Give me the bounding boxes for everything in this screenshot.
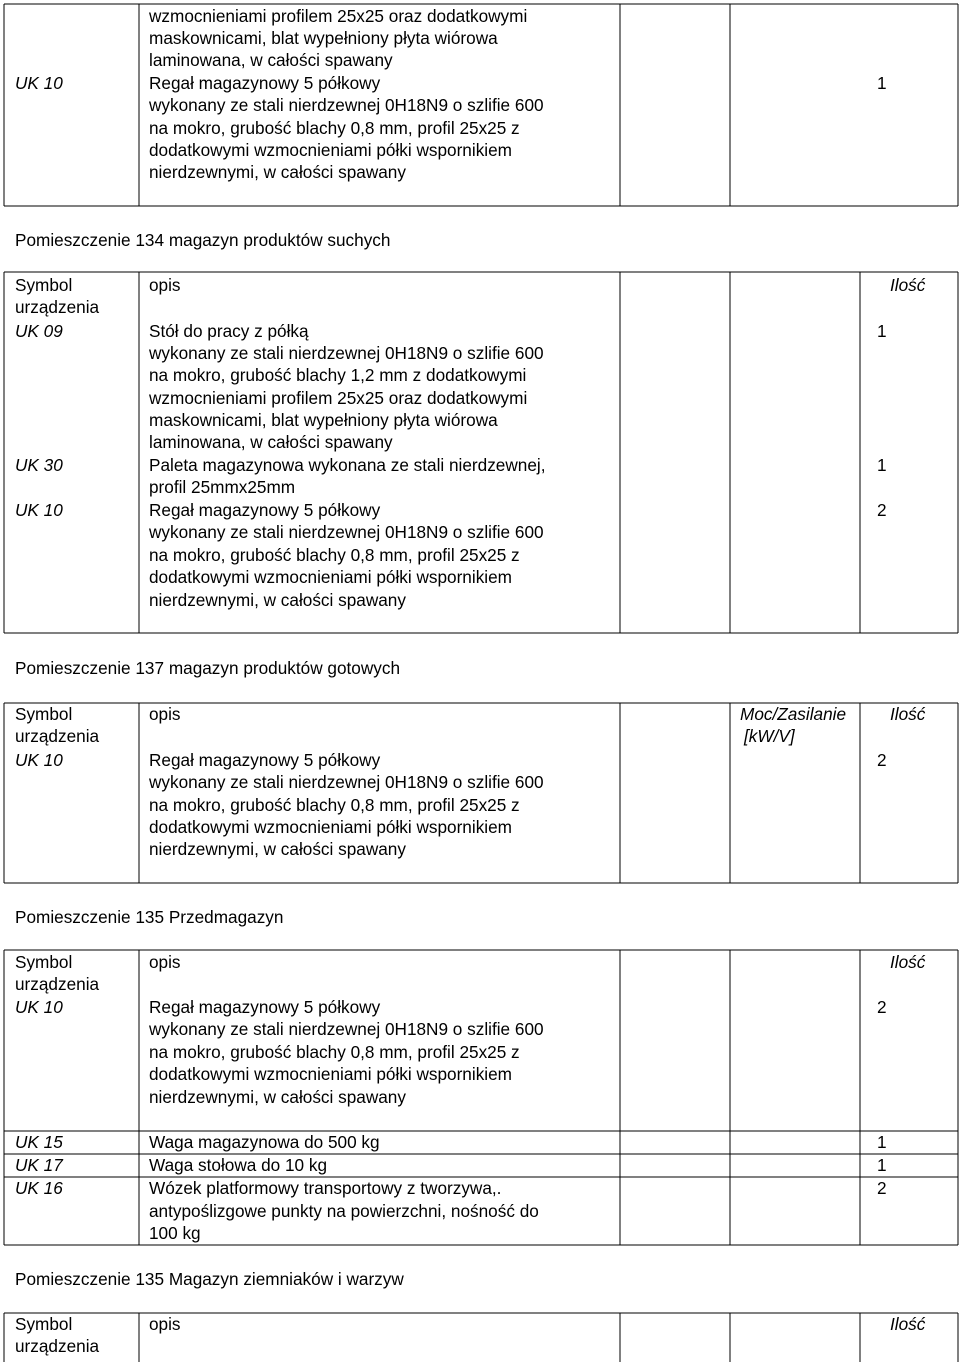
description-line: nierdzewnymi, w całości spawany bbox=[149, 839, 406, 859]
description-line: Wózek platformowy transportowy z tworzywa,. bbox=[149, 1178, 502, 1198]
header-symbol: Symbol bbox=[15, 952, 73, 972]
description-line: wykonany ze stali nierdzewnej 0H18N9 o szlifie 600 bbox=[149, 522, 544, 542]
quantity-cell: 1 bbox=[877, 1132, 887, 1152]
description-line: Waga magazynowa do 500 kg bbox=[149, 1132, 380, 1152]
description-line: na mokro, grubość blachy 0,8 mm, profil 25x25 z bbox=[149, 1042, 520, 1062]
description-line: maskownicami, blat wypełniony płyta wiórowa bbox=[149, 28, 498, 48]
description-line: wykonany ze stali nierdzewnej 0H18N9 o szlifie 600 bbox=[149, 95, 544, 115]
header-symbol-sub: urządzenia bbox=[15, 974, 100, 994]
description-line: dodatkowymi wzmocnieniami półki wspornikiem bbox=[149, 1064, 512, 1084]
description-line: na mokro, grubość blachy 0,8 mm, profil 25x25 z bbox=[149, 545, 520, 565]
description-line: 100 kg bbox=[149, 1223, 201, 1243]
header-symbol: Symbol bbox=[15, 704, 73, 724]
description-line: Stół do pracy z półką bbox=[149, 321, 309, 341]
header-symbol-sub: urządzenia bbox=[15, 726, 100, 746]
symbol-cell: UK 15 bbox=[15, 1132, 63, 1152]
description-line: na mokro, grubość blachy 0,8 mm, profil 25x25 z bbox=[149, 118, 520, 138]
description-line: nierdzewnymi, w całości spawany bbox=[149, 1087, 406, 1107]
description-line: Regał magazynowy 5 półkowy bbox=[149, 997, 381, 1017]
description-line: wykonany ze stali nierdzewnej 0H18N9 o szlifie 600 bbox=[149, 343, 544, 363]
header-description: opis bbox=[149, 275, 181, 295]
description-line: Paleta magazynowa wykonana ze stali nierdzewnej, bbox=[149, 455, 546, 475]
description-line: laminowana, w całości spawany bbox=[149, 50, 393, 70]
quantity-cell: 2 bbox=[877, 997, 887, 1017]
description-line: na mokro, grubość blachy 1,2 mm z dodatkowymi bbox=[149, 365, 527, 385]
symbol-cell: UK 17 bbox=[15, 1155, 63, 1175]
header-quantity: Ilość bbox=[890, 275, 926, 295]
description-line: nierdzewnymi, w całości spawany bbox=[149, 162, 406, 182]
quantity-cell: 2 bbox=[877, 1178, 887, 1198]
symbol-cell: UK 09 bbox=[15, 321, 63, 341]
header-symbol: Symbol bbox=[15, 275, 73, 295]
description-line: Waga stołowa do 10 kg bbox=[149, 1155, 328, 1175]
description-line: wzmocnieniami profilem 25x25 oraz dodatkowymi bbox=[149, 6, 528, 26]
quantity-cell: 2 bbox=[877, 750, 887, 770]
quantity-cell: 1 bbox=[877, 73, 887, 93]
header-symbol: Symbol bbox=[15, 1314, 73, 1334]
header-power: Moc/Zasilanie bbox=[740, 704, 847, 724]
description-line: maskownicami, blat wypełniony płyta wiórowa bbox=[149, 410, 498, 430]
description-line: wykonany ze stali nierdzewnej 0H18N9 o szlifie 600 bbox=[149, 1019, 544, 1039]
description-line: wzmocnieniami profilem 25x25 oraz dodatkowymi bbox=[149, 388, 528, 408]
description-line: profil 25mmx25mm bbox=[149, 477, 296, 497]
quantity-cell: 1 bbox=[877, 321, 887, 341]
symbol-cell: UK 30 bbox=[15, 455, 63, 475]
description-line: na mokro, grubość blachy 0,8 mm, profil 25x25 z bbox=[149, 795, 520, 815]
header-symbol-sub: urządzenia bbox=[15, 1336, 100, 1356]
header-quantity: Ilość bbox=[890, 704, 926, 724]
description-line: antypoślizgowe punkty na powierzchni, nośność do bbox=[149, 1201, 539, 1221]
description-line: dodatkowymi wzmocnieniami półki wspornikiem bbox=[149, 567, 512, 587]
symbol-cell: UK 10 bbox=[15, 997, 63, 1017]
description-line: dodatkowymi wzmocnieniami półki wspornikiem bbox=[149, 817, 512, 837]
description-line: dodatkowymi wzmocnieniami półki wspornikiem bbox=[149, 140, 512, 160]
symbol-cell: UK 10 bbox=[15, 73, 63, 93]
header-symbol-sub: urządzenia bbox=[15, 297, 100, 317]
description-line: Regał magazynowy 5 półkowy bbox=[149, 500, 381, 520]
section-heading: Pomieszczenie 137 magazyn produktów gotowych bbox=[15, 658, 401, 678]
header-description: opis bbox=[149, 704, 181, 724]
section-heading: Pomieszczenie 135 Magazyn ziemniaków i warzyw bbox=[15, 1269, 404, 1289]
header-quantity: Ilość bbox=[890, 1314, 926, 1334]
section-heading: Pomieszczenie 135 Przedmagazyn bbox=[15, 907, 284, 927]
header-power-unit: [kW/V] bbox=[744, 726, 795, 746]
header-description: opis bbox=[149, 1314, 181, 1334]
symbol-cell: UK 10 bbox=[15, 500, 63, 520]
quantity-cell: 1 bbox=[877, 1155, 887, 1175]
description-line: nierdzewnymi, w całości spawany bbox=[149, 590, 406, 610]
description-line: laminowana, w całości spawany bbox=[149, 432, 393, 452]
quantity-cell: 2 bbox=[877, 500, 887, 520]
quantity-cell: 1 bbox=[877, 455, 887, 475]
symbol-cell: UK 16 bbox=[15, 1178, 63, 1198]
description-line: Regał magazynowy 5 półkowy bbox=[149, 73, 381, 93]
header-quantity: Ilość bbox=[890, 952, 926, 972]
description-line: Regał magazynowy 5 półkowy bbox=[149, 750, 381, 770]
header-description: opis bbox=[149, 952, 181, 972]
description-line: wykonany ze stali nierdzewnej 0H18N9 o szlifie 600 bbox=[149, 772, 544, 792]
symbol-cell: UK 10 bbox=[15, 750, 63, 770]
section-heading: Pomieszczenie 134 magazyn produktów suchych bbox=[15, 230, 391, 250]
